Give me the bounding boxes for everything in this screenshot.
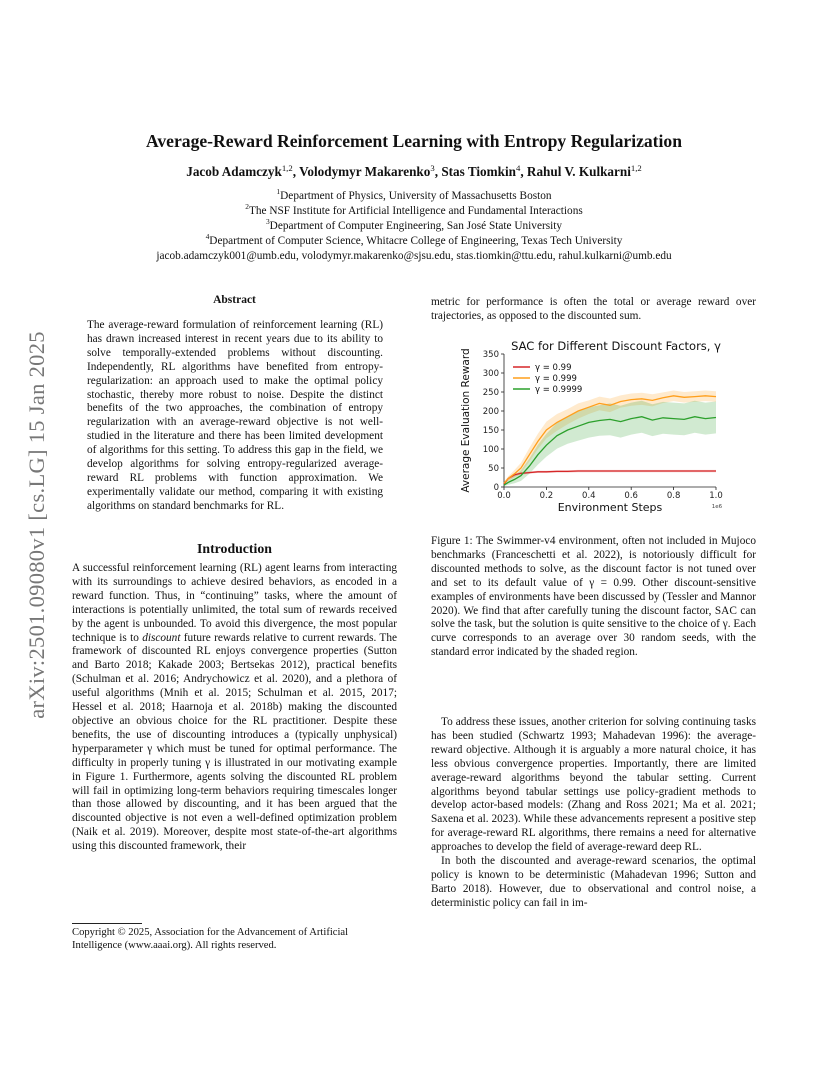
affiliation-mark: 1 xyxy=(276,187,281,196)
author-name: Rahul V. Kulkarni xyxy=(526,164,631,179)
caption-text: Figure 1: The Swimmer-v4 environment, often not included in Mujoco benchmarks (Franceschetti et al. 2022), is notoriously difficult for discounted methods to solve, as the discount factor is not tuned over and set to its default value of γ = 0.99. Other discount-sensitive examples of environments have been discussed by (Tessler and Mannor 2020). We find that after carefully tuning the discount factor, SAC can solve the task, but the solution is quite sensitive to the choice of γ. Each curve corresponds to an average over 30 random seeds, with the standard error indicated by the shaded region. xyxy=(431,535,756,659)
y-tick-label: 350 xyxy=(482,350,499,360)
y-tick-label: 300 xyxy=(482,369,499,379)
author-affiliation-mark: 1,2 xyxy=(630,163,642,173)
chart-svg xyxy=(456,332,726,518)
affiliation-text: Department of Computer Engineering, San José State University xyxy=(269,220,563,232)
y-axis-label: Average Evaluation Reward xyxy=(460,348,472,493)
footnote-rule xyxy=(72,923,142,924)
copyright-text: Copyright © 2025, Association for the Advancement of Artificial Intelligence (www.aaai.org). All rights reserved. xyxy=(72,927,349,951)
affiliation-list xyxy=(0,189,828,249)
introduction-paragraph xyxy=(72,562,397,854)
x-scale-label: 1e6 xyxy=(711,504,723,510)
x-tick-label: 0.0 xyxy=(497,491,511,501)
legend-label: γ = 0.99 xyxy=(535,363,572,373)
copyright-notice xyxy=(72,926,397,952)
author-affiliation-mark: 3 xyxy=(430,163,435,173)
intro-text-part: future rewards relative to current rewards. The framework of discounted RL enjoys convergence properties (Sutton and Barto 2018; Kakade 2003; Bertsekas 2012), practical benefits (Schulman et al. 2016; Andrychowicz et al. 2020), and a plethora of useful algorithms (Mnih et al. 2015; Schulman et al. 2015, 2017; Hessel et al. 2018; Haarnoja et al. 2018b) making the discounted objective an obvious choice for the RL practitioner. Despite these benefits, the use of discounting introduces a (typically unphysical) hyperparameter γ which must be tuned for optimal performance. The difficulty in properly tuning γ is illustrated in our motivating example in Figure 1. Furthermore, agents solving the discounted RL problem will fail in optimizing long-term behaviors requiring timescales longer than those allowed by discounting, and it has been argued that the discounted objective is not even a well-defined optimization problem (Naik et al. 2019). Moreover, despite most state-of-the-art algorithms using this discounted framework, their xyxy=(72,631,397,853)
x-tick-label: 1.0 xyxy=(709,491,723,501)
y-tick-label: 200 xyxy=(482,407,499,417)
abstract-heading: Abstract xyxy=(213,294,256,306)
figure-1-caption xyxy=(431,535,756,660)
intro-emphasis: discount xyxy=(142,631,181,644)
author-affiliation-mark: 4 xyxy=(515,163,521,173)
affiliation-text: The NSF Institute for Artificial Intelligence and Fundamental Interactions xyxy=(248,205,583,217)
x-axis-label: Environment Steps xyxy=(557,501,663,514)
introduction-heading: Introduction xyxy=(197,541,272,556)
x-tick-label: 0.6 xyxy=(624,491,638,501)
legend-label: γ = 0.999 xyxy=(535,374,577,384)
author-name: Volodymyr Makarenko xyxy=(299,164,431,179)
continued-paragraph: metric for performance is often the total or average reward over trajectories, as opposed to the discounted sum. xyxy=(431,296,756,322)
affiliation xyxy=(0,234,828,249)
affiliation-text: Department of Physics, University of Massachusetts Boston xyxy=(280,190,552,202)
legend-label: γ = 0.9999 xyxy=(535,385,583,395)
y-tick-label: 100 xyxy=(482,445,499,455)
author-list: Jacob Adamczyk$^{1,2}$, Volodymyr Makarenko$^3$, Stas Tiomkin$^4$, Rahul V. Kulkarni$^{1,2}$ xyxy=(186,163,642,179)
y-tick-label: 50 xyxy=(488,464,499,474)
y-tick-label: 0 xyxy=(493,483,499,493)
figure-1-chart xyxy=(456,332,726,518)
affiliation xyxy=(0,219,828,234)
y-tick-label: 250 xyxy=(482,388,499,398)
abstract-text: The average-reward formulation of reinforcement learning (RL) has drawn increased interest in recent years due to its ability to solve temporally-extended problems without discounting. Independently, RL algorithms have benefited from entropy-regularization: an approach used to make the optimal policy stochastic, thereby more robust to noise. Despite the distinct benefits of the two approaches, the combination of entropy regularization with an average-reward objective is not well-studied in the literature and there has been limited development of algorithms for this setting. To address this gap in the field, we develop algorithms for solving entropy-regularized average-reward RL problems with function approximation. We experimentally validate our method, comparing it with existing algorithms on standard benchmarks for RL. xyxy=(87,319,383,512)
x-tick-label: 0.4 xyxy=(582,491,596,501)
x-tick-label: 0.8 xyxy=(666,491,681,501)
author-name: Stas Tiomkin xyxy=(441,164,516,179)
author-name: Jacob Adamczyk xyxy=(186,164,282,179)
abstract-body xyxy=(87,319,383,514)
author-emails: jacob.adamczyk001@umb.edu, volodymyr.makarenko@sjsu.edu, stas.tiomkin@ttu.edu, rahul.kulkarni@umb.edu xyxy=(156,250,672,262)
affiliation xyxy=(0,204,828,219)
author-affiliation-mark: 1,2 xyxy=(281,163,293,173)
x-tick-label: 0.2 xyxy=(539,491,554,501)
affiliation xyxy=(0,189,828,204)
affiliation-mark: 4 xyxy=(205,232,210,241)
paragraph-average-reward: To address these issues, another criterion for solving continuing tasks has been studied (Schwartz 1993; Mahadevan 1996): the average-reward objective. Although it is arguably a more natural choice, it has less obvious convergence properties. Importantly, there are limited average-reward algorithms beyond the tabular setting. Current algorithms beyond tabular settings use policy-gradient methods to develop actor-based models: (Zhang and Ross 2021; Ma et al. 2021; Saxena et al. 2023). While these advancements represent a positive step for average-reward RL algorithms, there remains a need for alternative approaches to develop the field of average-reward deep RL. xyxy=(431,716,756,854)
intro-text-part: A successful reinforcement learning (RL) agent learns from interacting with its surroundings to achieve desired behaviors, as encoded in a reward function. Thus, in “continuing” tasks, where the amount of interactions is potentially unlimited, the total sum of rewards received by the agent is unbounded. To avoid this divergence, the most popular technique is to xyxy=(72,562,397,644)
right-column-body xyxy=(431,716,756,911)
paper-title: Average-Reward Reinforcement Learning with Entropy Regularization xyxy=(145,131,683,151)
arxiv-sidebar xyxy=(22,285,52,765)
affiliation-mark: 3 xyxy=(265,217,270,226)
affiliation-text: Department of Computer Science, Whitacre College of Engineering, Texas Tech University xyxy=(209,235,623,247)
introduction-body xyxy=(72,562,397,854)
right-column-top xyxy=(431,296,756,324)
paragraph-deterministic: In both the discounted and average-reward scenarios, the optimal policy is known to be deterministic (Mahadevan 1996; Sutton and Barto 2018). However, due to observational and control noise, a deterministic policy can fail in im- xyxy=(431,855,756,909)
y-tick-label: 150 xyxy=(482,426,499,436)
affiliation-mark: 2 xyxy=(245,202,249,211)
arxiv-id: arXiv:2501.09080v1 [cs.LG] 15 Jan 2025 xyxy=(24,331,49,719)
chart-title: SAC for Different Discount Factors, γ xyxy=(511,339,721,353)
